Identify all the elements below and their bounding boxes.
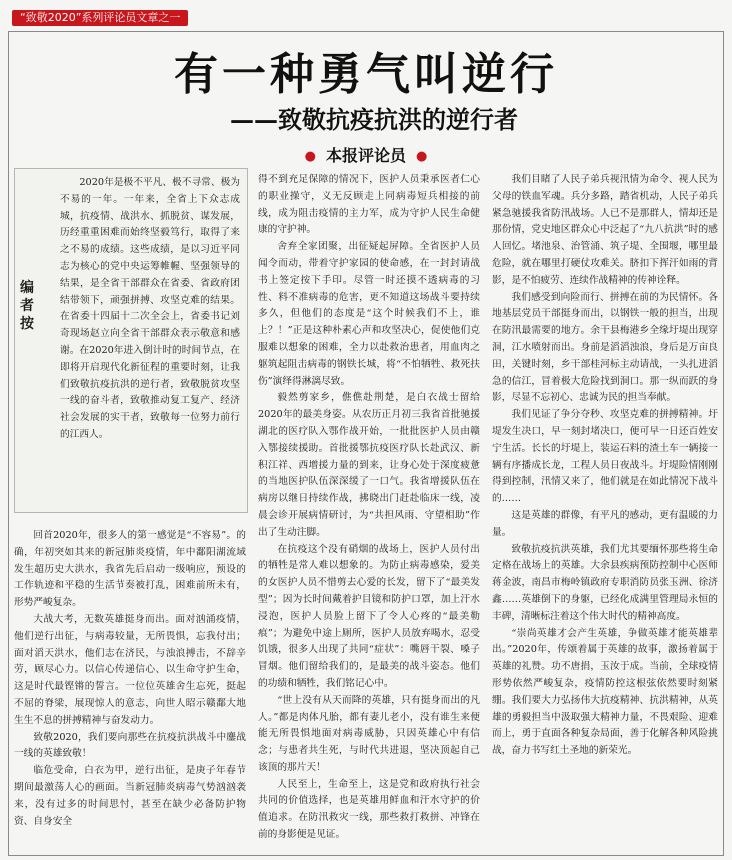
byline-text: 本报评论员: [325, 146, 406, 165]
article-column-3: [492, 172, 718, 854]
paragraph: 毅然剪家乡，僬僬赴荆楚，是白衣战士留给2020年的最美身姿。从农历正月初三我省首批驰援湖北的医疗队入鄂作战开始，一批批医护人员由赣入鄂接续援助。首批援鄂抗疫医疗队长赴武汉、新积江祥、西增援力量的到来，让身心处于深度疲惫的当地医护队伍深深缓了一口气。我省增援队伍在病房以继日持续作战，拂晓出门赶赴临床一线，凌晨会诊开展病情研讨，为“共担风雨、守望相助”作出了生动注脚。: [258, 392, 480, 538]
paragraph: 临危受命，白衣为甲，逆行出征，是庚子年春节期间最激荡人心的画面。当新冠肺炎病毒气势汹汹袭来，没有过多的时间思忖，甚至在缺少必备防护物资、自身安全: [14, 765, 246, 827]
paragraph: 我们目睹了人民子弟兵视汛情为命令、视人民为父母的铁血军魂。兵分多路，踏省机动，人民子弟兵紧急驰援我省防汛战场。人已不是那群人，情却还是那份情，党史地区群众心中泛起了“九八抗洪”时的感人回忆。堵池泉、治管涌、筑子堤、全围堰，哪里最危险，就在哪里打硬仗攻难关。脐扣下挥汗如雨的背影，是不怕疲劳、连续作战精神的传神诠释。: [492, 174, 718, 286]
paragraph: “崇尚英雄才会产生英雄，争做英雄才能英雄辈出。”2020年，传颂着属于英雄的故事，激扬着属于英雄的礼赞。功不唐捐，玉汝于成。当前，全球疫情形势依然严峻复杂，疫情防控这根弦依然要时刻紧绷。我们要大力弘扬伟大抗疫精神、抗洪精神，从英雄的勇毅担当中汲取强大精神力量，不畏艰险、迎难而上，勇于直面各种复杂局面，善于化解各种风险挑战，奋力书写红土圣地的新荣光。: [492, 627, 718, 757]
paragraph: 人民至上，生命至上，这是党和政府执行社会共同的价值选择，也是英雄用鲜血和汗水守护的价值追求。在防汛救灾一线，那些救打救拼、冲锋在前的身影便是见证。: [258, 778, 480, 841]
subheadline: ——致敬抗疫抗洪的逆行者: [230, 105, 518, 134]
paragraph: 在抗疫这个没有硝烟的战场上，医护人员付出的牺牲是常人难以想象的。为防止病毒感染，爱美的女医护人员不惜剪去心爱的长发，留下了“最美发型”；因为长时间戴着护目镜和防护口罩，加上汗水浸泡，医护人员脸上留下了令人心疼的“最美勒痕”；为避免中途上厕所，医护人员放弃喝水，忍受饥饿，很多人出现了共同“症状”：嘴唇干裂、嗓子冒烟。他们留给我们的，是最美的战斗姿态。他们的功绩和牺牲，我们铭记心中。: [258, 543, 480, 689]
paragraph: 舍弃全家团聚，出征疑起屏障。全省医护人员闻令而动，带着守护家园的使命感，在一封封请战书上签定按下手印。尽管一时还摸不透病毒的习性、料不准病毒的危害，更不知道这场战斗要持续多久，但他们的态度是“这个时候我们不上，谁上？！”正是这种朴素心声和攻坚决心，促使他们克服难以想象的困难，全力以赴救治患者，用血肉之躯筑起阻击病毒的钢铁长城，将“不怕牺牲、救死扶伤”演绎得淋漓尽致。: [258, 241, 480, 387]
paragraph: 这是英雄的群像，有平凡的感动，更有温暖的力量。: [492, 509, 718, 538]
red-dot-icon: ●: [416, 149, 428, 164]
editor-note-text: [60, 175, 240, 507]
byline: [0, 143, 732, 166]
paragraph: “世上没有从天而降的英雄，只有挺身而出的凡人。”都是肉体凡胎，都有妻儿老小，没有谁生来便能无所畏惧地面对病毒威胁，只因英雄心中有信念；与患者共生死，与时代共进退，坚决顶起自己该顶的那片天！: [258, 694, 480, 773]
paragraph: 大战大考，无数英雄挺身而出。面对汹涌疫情，他们逆行出征，与病毒较量，无所畏惧，忘我付出；面对滔天洪水，他们志在济民，与浊浪搏击，不辞辛劳，顾尽心力。以信心传递信心、以生命守护生命，这是时代最铿锵的誓言。一位位英雄舍生忘死，挺起不屈的脊梁，展现惊人的意志，向世人昭示赣鄱大地生生不息的拼搏精神与奋发动力。: [14, 613, 246, 726]
article-column-1: [14, 528, 246, 854]
editor-note-box: [14, 168, 248, 513]
editor-note-paragraph: 2020年是极不平凡、极不寻常、极为不易的一年。一年来，全省上下众志成城，抗疫情、战洪水、抓脱贫、谋发展，历经重重困难而始终坚毅笃行，取得了来之不易的成绩。这些成绩，是以习近平同志为核心的党中央运筹帷幄、坚强领导的结果，是全省干部群众在省委、省政府团结带领下，顽强拼搏、攻坚克难的结果。在省委十四届十二次全会上，省委书记刘奇现场赵立向全省干部群众表示敬意和感谢。在2020年进入倒计时的时间节点，在即将开启现代化新征程的重要时刻，让我们致敬抗疫抗洪的逆行者，致敬脱贫攻坚一线的奋斗者，致敬推动复工复产、经济社会发展的实干者，致敬每一位努力前行的江西人。: [60, 177, 240, 440]
article-column-2: [258, 172, 480, 854]
headline: 有一种勇气叫逆行: [174, 49, 558, 100]
editor-note-label: 编者按: [20, 280, 34, 332]
paragraph: 回首2020年，很多人的第一感觉是“不容易”。的确，年初突如其来的新冠肺炎疫情，年中鄱阳湖流域发生超历史大洪水，我省先后启动一级响应，预设的工作轨迹和平稳的生活节奏被打乱，困难前所未有，形势严峻复杂。: [14, 530, 246, 609]
red-dot-icon: ●: [304, 149, 316, 164]
paragraph: 我们见证了争分夺秒、攻坚克难的拼搏精神。圩堤发生决口，早一刻封堵决口，便可早一日还百姓安宁生活。长长的圩堤上，装运石料的渣土车一辆接一辆有序播成长龙，工程人员日夜战斗。圩堤险情刚刚得到控制，汛情又来了，他们就是在如此情况下战斗的……: [492, 409, 718, 505]
paragraph: 得不到充足保障的情况下，医护人员秉承医者仁心的职业操守，义无反顾走上同病毒短兵相接的前线，成为阻击疫情的主力军，成为守护人民生命健康的守护神。: [258, 174, 480, 236]
paragraph: 致敬抗疫抗洪英雄，我们尤其要缅怀那些将生命定格在战场上的英雄。大余县疾病预防控制中心医师蒋金波，南昌市梅岭镇政府专职消防员张玉洲、徐济鑫……英雄倒下的身躯，已经化成满里管理局永恒的丰碑，清晰标注着这个伟大时代的精神高度。: [492, 543, 718, 622]
series-tag: “致敬2020”系列评论员文章之一: [12, 10, 188, 26]
paragraph: 我们感受到向险而行、拼搏在前的为民情怀。各地基层党员干部挺身而出，以钢铁一般的担当，出现在防汛最需要的地方。余干县梅港乡全缘圩堤出现穿洞，江水喷射而出。身前是滔滔浊浪，身后是万亩良田，关键时刻，乡干部桂河标主动请战，一头扎进滔急的信江，冒着极大危险找到洞口。那一纵而跃的身影，尽显不忘初心、忠诚为民的担当奉献。: [492, 291, 718, 404]
paragraph: 致敬2020，我们要向那些在抗疫抗洪战斗中鏖战一线的英雄致敬！: [14, 731, 246, 760]
